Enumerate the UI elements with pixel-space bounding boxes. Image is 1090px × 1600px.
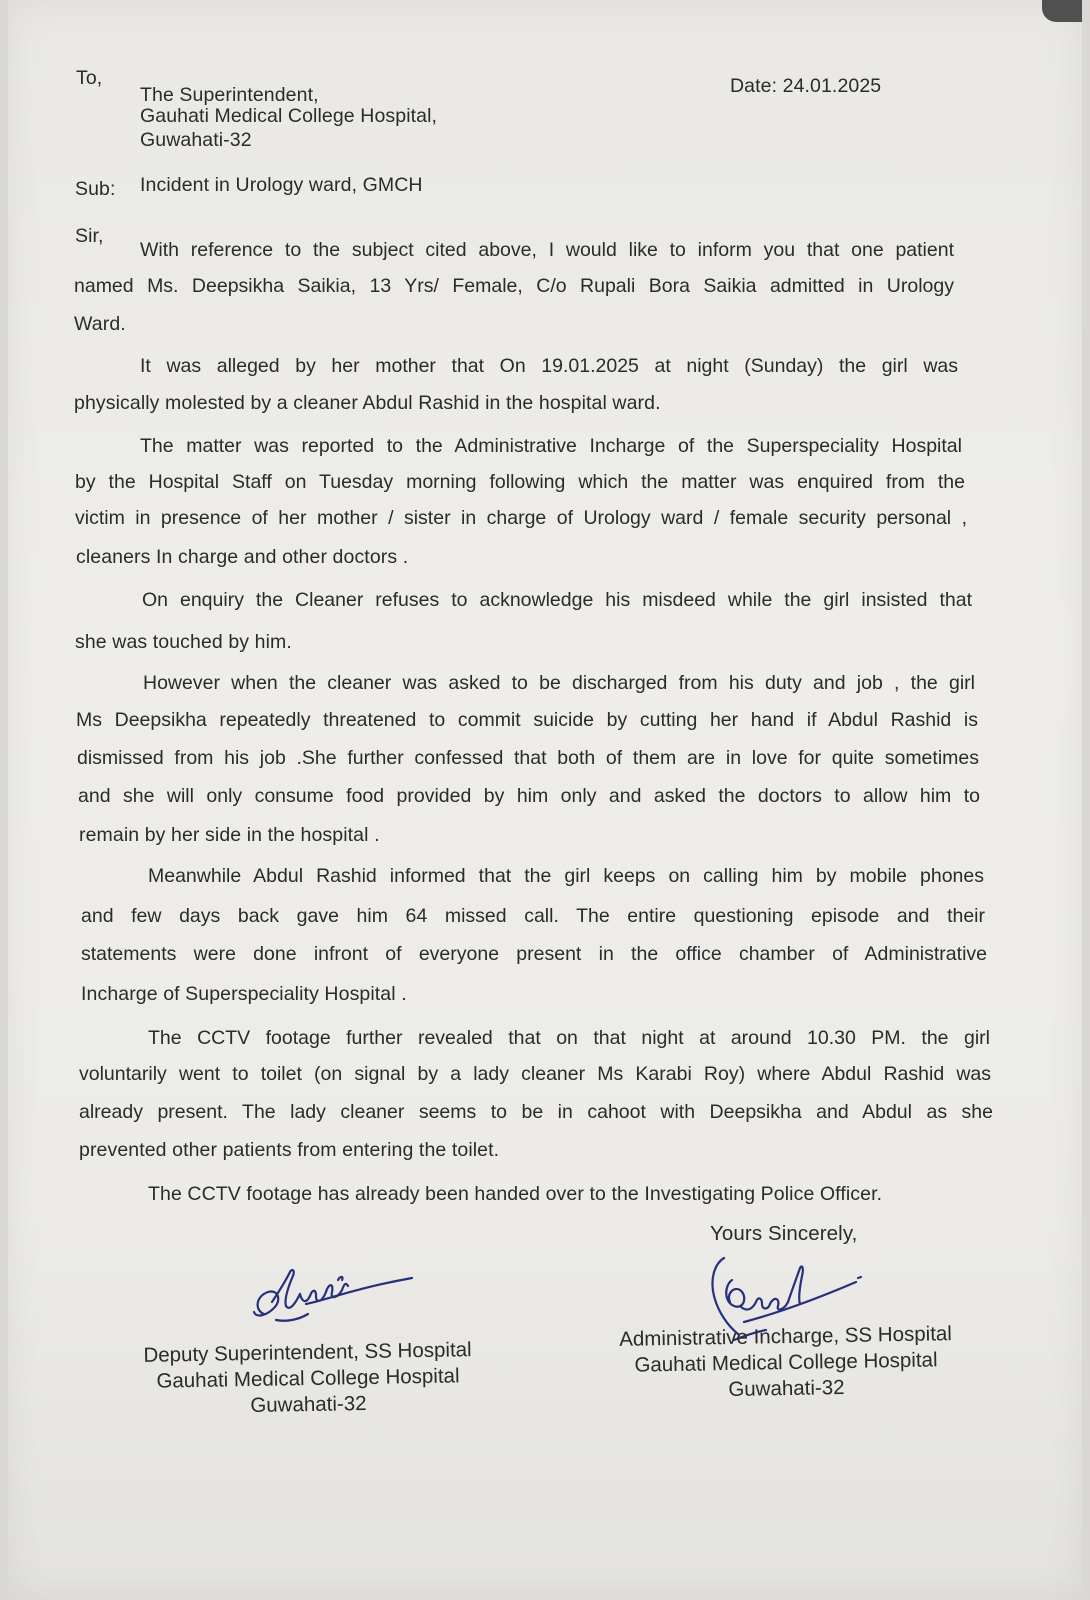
paragraph-6-line-3: statements were done infront of everyone present in the office chamber of Administrative: [81, 943, 987, 965]
paragraph-6-line-4: Incharge of Superspeciality Hospital .: [81, 983, 407, 1005]
recipient-line-3: Guwahati-32: [140, 129, 252, 151]
paragraph-7-line-1: The CCTV footage further revealed that on that night at around 10.30 PM. the girl: [148, 1027, 990, 1049]
subject-text: Incident in Urology ward, GMCH: [140, 174, 423, 196]
paragraph-8-line-1: The CCTV footage has already been handed over to the Investigating Police Officer.: [148, 1183, 883, 1205]
signatory-2-institution: Gauhati Medical College Hospital: [634, 1348, 938, 1377]
subject-label: Sub:: [75, 178, 116, 200]
paragraph-5-line-5: remain by her side in the hospital .: [79, 824, 380, 846]
paragraph-3-line-4: cleaners In charge and other doctors .: [76, 546, 409, 568]
paragraph-5-line-1: However when the cleaner was asked to be discharged from his duty and job , the girl: [143, 672, 975, 694]
paragraph-5-line-4: and she will only consume food provided by him only and asked the doctors to allow him to: [78, 785, 980, 807]
paragraph-4-line-2: she was touched by him.: [75, 631, 292, 653]
paragraph-4-line-1: On enquiry the Cleaner refuses to acknowledge his misdeed while the girl insisted that: [142, 589, 972, 611]
paragraph-5-line-2: Ms Deepsikha repeatedly threatened to commit suicide by cutting her hand if Abdul Rashid is: [76, 709, 978, 731]
signature-deputy-superintendent: [246, 1262, 416, 1334]
signatory-2-city: Guwahati-32: [728, 1375, 845, 1402]
paragraph-7-line-4: prevented other patients from entering the toilet.: [79, 1139, 500, 1161]
salutation: Sir,: [75, 225, 104, 247]
letter-page: [8, 0, 1082, 1600]
to-label: To,: [76, 67, 103, 89]
recipient-line-1: The Superintendent,: [140, 84, 319, 106]
paragraph-5-line-3: dismissed from his job .She further confessed that both of them are in love for quite sometimes: [77, 747, 979, 769]
paragraph-7-line-3: already present. The lady cleaner seems to be in cahoot with Deepsikha and Abdul as she: [79, 1101, 993, 1123]
closing-text: Yours Sincerely,: [710, 1222, 858, 1245]
paragraph-6-line-2: and few days back gave him 64 missed call. The entire questioning episode and their: [81, 905, 985, 927]
recipient-line-2: Gauhati Medical College Hospital,: [140, 105, 438, 127]
page-corner-shadow: [1042, 0, 1082, 22]
paragraph-3-line-2: by the Hospital Staff on Tuesday morning following which the matter was enquired from the: [75, 471, 965, 493]
signatory-administrative-incharge: [593, 1321, 978, 1406]
paragraph-1-line-2: named Ms. Deepsikha Saikia, 13 Yrs/ Female, C/o Rupali Bora Saikia admitted in Urology: [74, 275, 954, 297]
paragraph-1-line-1: With reference to the subject cited above, I would like to inform you that one patient: [140, 239, 954, 261]
letter-date: Date: 24.01.2025: [730, 75, 882, 97]
paragraph-3-line-1: The matter was reported to the Administrative Incharge of the Superspeciality Hospital: [140, 435, 962, 457]
signatory-2-title: Administrative Incharge, SS Hospital: [619, 1322, 953, 1351]
signatory-1-title: Deputy Superintendent, SS Hospital: [143, 1338, 472, 1367]
paragraph-3-line-3: victim in presence of her mother / sister in charge of Urology ward / female security personal ,: [75, 507, 967, 529]
paragraph-2-line-1: It was alleged by her mother that On 19.01.2025 at night (Sunday) the girl was: [140, 355, 958, 377]
paragraph-7-line-2: voluntarily went to toilet (on signal by a lady cleaner Ms Karabi Roy) where Abdul Rashid was: [79, 1063, 991, 1085]
signatory-1-city: Guwahati-32: [250, 1391, 367, 1418]
paragraph-6-line-1: Meanwhile Abdul Rashid informed that the girl keeps on calling him by mobile phones: [148, 865, 984, 887]
signatory-1-institution: Gauhati Medical College Hospital: [156, 1364, 460, 1393]
paragraph-1-line-3: Ward.: [74, 313, 126, 335]
paragraph-2-line-2: physically molested by a cleaner Abdul Rashid in the hospital ward.: [74, 392, 661, 414]
signatory-deputy-superintendent: [119, 1337, 496, 1422]
